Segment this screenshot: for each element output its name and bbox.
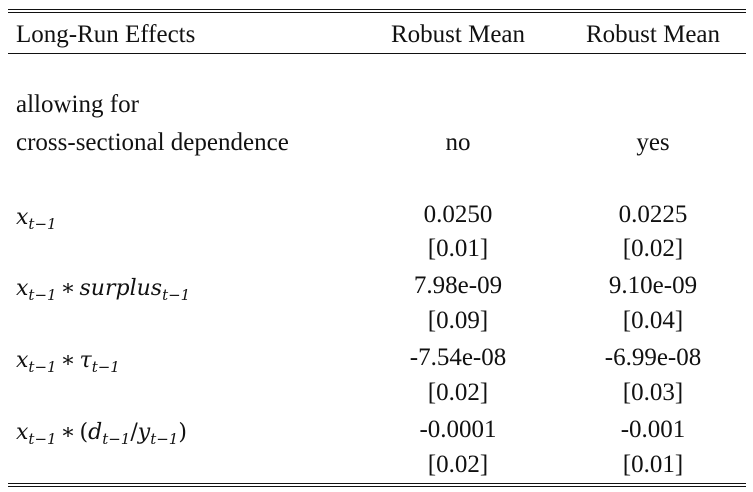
row2-col1-pvalue: [0.09] — [427, 307, 489, 334]
header-rule — [8, 53, 746, 54]
dependence-col2: yes — [636, 129, 670, 156]
row3-col1-coef: -7.54e-08 — [409, 344, 507, 371]
top-rule-inner — [8, 12, 746, 13]
row4-col1-coef: -0.0001 — [419, 416, 497, 443]
row-label-x-surplus: $x_{t-1}$ ∗ surplus$_{t-1}$ — [16, 276, 191, 304]
header-label: Long-Run Effects — [16, 21, 196, 48]
row-label-x-tau: $x_{t-1}$ ∗ $\tau_{t-1}$ — [16, 348, 120, 376]
header-col2: Robust Mean — [585, 21, 721, 48]
row1-col2-coef: 0.0225 — [618, 201, 688, 228]
bottom-rule — [8, 483, 746, 484]
top-rule — [8, 9, 746, 10]
row2-col2-pvalue: [0.04] — [622, 307, 684, 334]
row4-col1-pvalue: [0.02] — [427, 451, 489, 478]
row3-col2-coef: -6.99e-08 — [604, 344, 702, 371]
dependence-label-line1: allowing for — [16, 91, 139, 118]
row-label-x-debt-ratio: $x_{t-1}$ ∗ $(d_{t-1}/y_{t-1})$ — [16, 420, 187, 448]
dependence-col1: no — [445, 129, 471, 156]
row3-col1-pvalue: [0.02] — [427, 379, 489, 406]
row2-col2-coef: 9.10e-09 — [608, 272, 698, 299]
row2-col1-coef: 7.98e-09 — [413, 272, 503, 299]
header-col1: Robust Mean — [390, 21, 526, 48]
row-label-x: $x_{t-1}$ — [16, 205, 57, 233]
row1-col1-pvalue: [0.01] — [427, 235, 489, 262]
row1-col1-coef: 0.0250 — [423, 201, 493, 228]
row1-col2-pvalue: [0.02] — [622, 235, 684, 262]
row3-col2-pvalue: [0.03] — [622, 379, 684, 406]
bottom-rule-inner — [8, 486, 746, 487]
row4-col2-coef: -0.001 — [620, 416, 686, 443]
dependence-label-line2: cross-sectional dependence — [16, 129, 289, 156]
row4-col2-pvalue: [0.01] — [622, 451, 684, 478]
